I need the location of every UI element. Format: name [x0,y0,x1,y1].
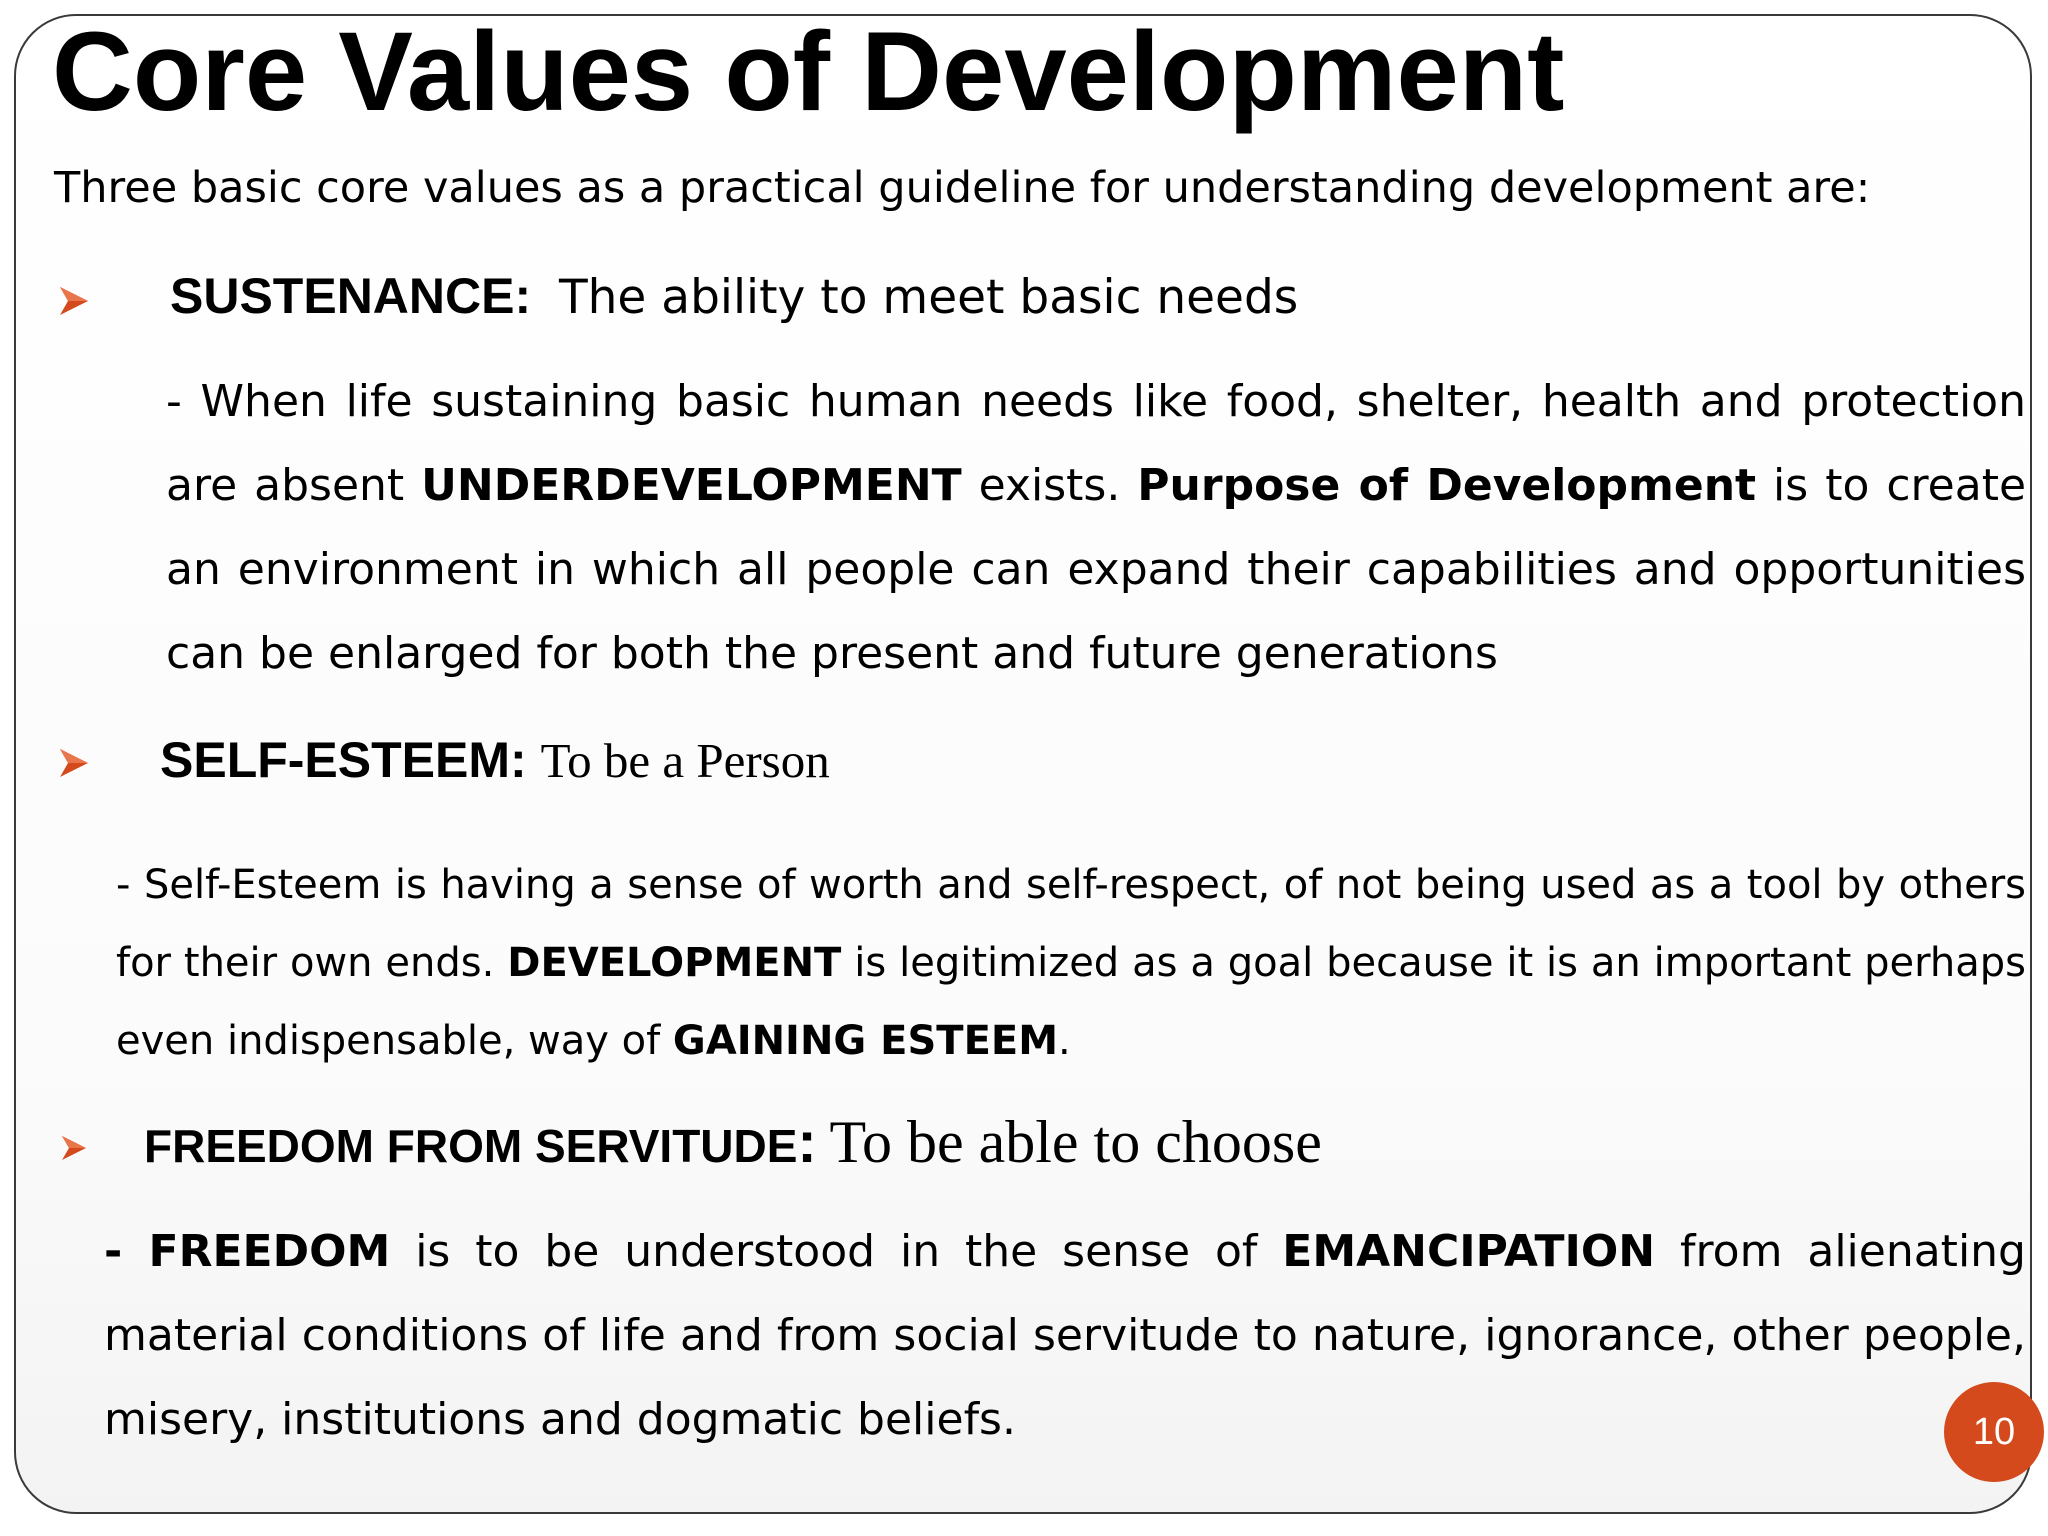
page-number-badge: 10 [1944,1382,2044,1482]
body-emphasis: FREEDOM [148,1226,391,1277]
arrow-bullet-icon [54,743,94,783]
heading-description: The ability to meet basic needs [558,270,1299,325]
heading-keyword: FREEDOM FROM SERVITUDE [144,1120,798,1172]
section-heading-self-esteem [160,728,830,793]
body-emphasis: Purpose of Development [1137,460,1757,511]
body-text: . [1058,1018,1071,1064]
slide-title: Core Values of Development [52,9,1565,134]
heading-description: To be a Person [540,733,830,788]
body-text: is legitimized as a goal because it is an important perhaps even indispensable, way of [116,940,2026,1064]
intro-text: Three basic core values as a practical guideline for understanding development are: [54,163,1871,213]
section-body-freedom [104,1210,2026,1462]
body-text: - When life sustaining basic human needs like food, shelter, health and protection are absent [166,376,2026,511]
body-text: - Self-Esteem is having a sense of worth and self-respect, of not being used as a tool by others for their own ends. [116,862,2026,986]
arrow-bullet-icon [54,281,94,321]
body-emphasis: DEVELOPMENT [507,940,842,986]
body-emphasis: EMANCIPATION [1282,1226,1656,1277]
body-text: is to create an environment in which all people can expand their capabilities and opportunities can be enlarged for both the present and future generations [166,460,2027,679]
body-dash: - [104,1226,149,1277]
section-body-sustenance [166,360,2026,696]
section-body-self-esteem [116,846,2026,1080]
heading-description: To be able to choose [829,1109,1322,1175]
body-emphasis: UNDERDEVELOPMENT [421,460,962,511]
section-heading-freedom [144,1110,1322,1178]
heading-keyword: SUSTENANCE: [170,268,532,324]
body-text: from alienating material conditions of life and from social servitude to nature, ignorance, other people, misery, institutions and dogmatic beliefs. [104,1226,2026,1445]
section-heading-sustenance [170,264,1298,330]
arrow-bullet-icon [54,1128,94,1168]
body-text: exists. [961,460,1138,511]
heading-keyword: SELF-ESTEEM: [160,732,527,788]
heading-colon: : [797,1110,817,1175]
body-emphasis: GAINING ESTEEM [672,1018,1059,1064]
body-text: is to be understood in the sense of [390,1226,1283,1277]
